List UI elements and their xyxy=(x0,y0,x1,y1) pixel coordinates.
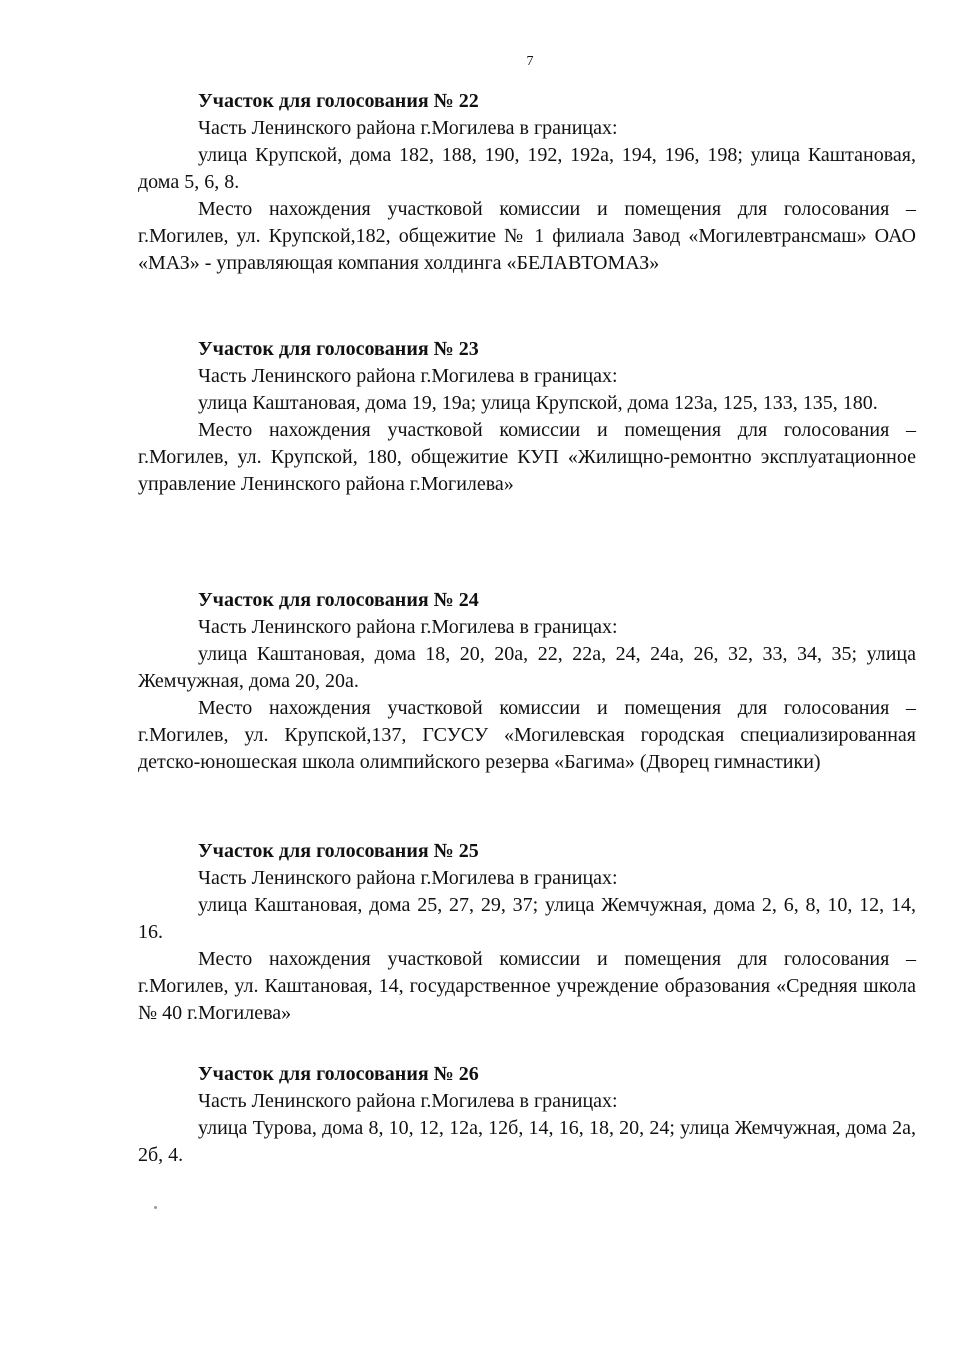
polling-station-26 xyxy=(138,1061,916,1169)
boundary-intro: Часть Ленинского района г.Могилева в границах: xyxy=(198,867,618,889)
streets-list: улица Турова, дома 8, 10, 12, 12а, 12б, 14, 16, 18, 20, 24; улица Жемчужная, дома 2а, 2б, 4. xyxy=(138,1117,916,1166)
section-heading: Участок для голосования № 25 xyxy=(198,840,479,862)
streets-list: улица Каштановая, дома 25, 27, 29, 37; улица Жемчужная, дома 2, 6, 8, 10, 12, 14, 16. xyxy=(138,894,916,943)
streets-list: улица Каштановая, дома 18, 20, 20а, 22, 22а, 24, 24а, 26, 32, 33, 34, 35; улица Жемчужная, дома 20, 20а. xyxy=(138,643,916,692)
streets-list: улица Крупской, дома 182, 188, 190, 192, 192а, 194, 196, 198; улица Каштановая, дома 5, 6, 8. xyxy=(138,144,916,193)
section-heading: Участок для голосования № 24 xyxy=(198,589,479,611)
polling-station-23 xyxy=(138,336,916,498)
commission-location: Место нахождения участковой комиссии и помещения для голосования – г.Могилев, ул. Каштановая, 14, государственное учреждение образования «Средняя школа № 40 г.Могилева» xyxy=(138,948,916,1024)
boundary-intro: Часть Ленинского района г.Могилева в границах: xyxy=(198,365,618,387)
section-heading: Участок для голосования № 26 xyxy=(198,1063,479,1085)
section-heading: Участок для голосования № 23 xyxy=(198,338,479,360)
section-heading: Участок для голосования № 22 xyxy=(198,90,479,112)
polling-station-25 xyxy=(138,838,916,1027)
commission-location: Место нахождения участковой комиссии и помещения для голосования – г.Могилев, ул. Крупской,137, ГСУСУ «Могилевская городская специализированная детско-юношеская школа олимпийского резерва «Багима» (Дворец гимнастики) xyxy=(138,697,916,773)
polling-station-22 xyxy=(138,88,916,277)
boundary-intro: Часть Ленинского района г.Могилева в границах: xyxy=(198,616,618,638)
page-number: 7 xyxy=(526,54,534,69)
boundary-intro: Часть Ленинского района г.Могилева в границах: xyxy=(198,1090,618,1112)
polling-station-24 xyxy=(138,587,916,776)
streets-list: улица Каштановая, дома 19, 19а; улица Крупской, дома 123а, 125, 133, 135, 180. xyxy=(198,392,878,414)
commission-location: Место нахождения участковой комиссии и помещения для голосования – г.Могилев, ул. Крупской, 180, общежитие КУП «Жилищно-ремонтно эксплуатационное управление Ленинского района г.Могилева» xyxy=(138,419,916,495)
scan-speck xyxy=(154,1206,157,1209)
commission-location: Место нахождения участковой комиссии и помещения для голосования – г.Могилев, ул. Крупской,182, общежитие № 1 филиала Завод «Могилевтрансмаш» ОАО «МАЗ» - управляющая компания холдинга «БЕЛАВТОМАЗ» xyxy=(138,198,916,274)
boundary-intro: Часть Ленинского района г.Могилева в границах: xyxy=(198,117,618,139)
